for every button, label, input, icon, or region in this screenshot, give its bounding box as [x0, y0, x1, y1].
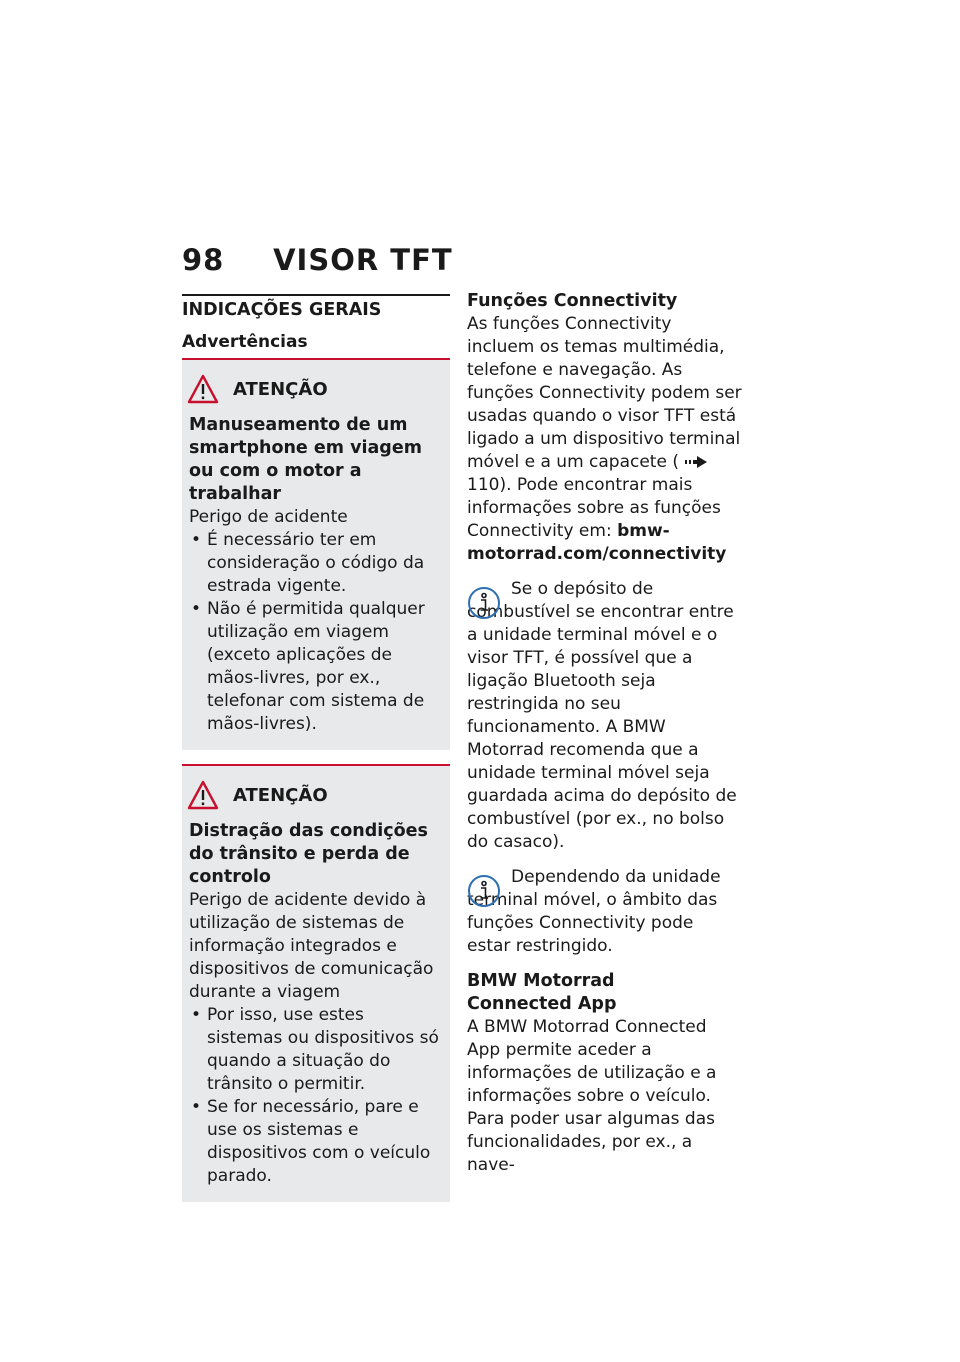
warning-bullets: [189, 529, 444, 736]
bullet-item: • Não é permitida qualquer utilização em viagem (exceto aplicações de mãos-livres, por ex., telefonar com sistema de mãos-livres).: [189, 598, 444, 736]
warning-lead: Perigo de acidente: [189, 507, 348, 527]
connectivity-text: [467, 313, 742, 566]
right-column: [467, 290, 742, 1177]
left-column: [182, 294, 450, 1202]
info-icon: [467, 874, 501, 908]
subsection-title: Advertências: [182, 332, 450, 360]
app-heading-line2: Connected App: [467, 994, 617, 1014]
connectivity-more: Pode encontrar mais informações sobre as funções Connectivity em:: [467, 475, 721, 541]
warning-label: ATENÇÃO: [233, 784, 328, 806]
info-note-1: [467, 578, 742, 854]
app-heading: [467, 970, 742, 1016]
warning-triangle-icon: [187, 780, 219, 810]
info-text: Se o depósito de combustível se encontrar entre a unidade terminal móvel e o visor TFT, é possível que a ligação Bluetooth seja restringida no seu funcionamento. A BMW Motorrad recomenda que a unidade terminal móvel seja guardada acima do depósito de combustível (por ex., no bolso do casaco).: [467, 579, 737, 852]
reference-page: 110).: [467, 475, 512, 495]
connectivity-heading: Funções Connectivity: [467, 291, 678, 311]
warning-lead: Perigo de acidente devido à utilização de sistemas de informação integrados e dispositivos de comunicação durante a viagem: [189, 890, 434, 1002]
section-title: INDICAÇÕES GERAIS: [182, 294, 450, 320]
bullet-item: • Se for necessário, pare e use os sistemas e dispositivos com o veículo parado.: [189, 1096, 444, 1188]
warning-header: [187, 780, 444, 810]
warning-label: ATENÇÃO: [233, 378, 328, 400]
info-note-2: [467, 866, 742, 958]
page-reference[interactable]: (110).: [467, 452, 710, 495]
info-text: Dependendo da unidade terminal móvel, o âmbito das funções Connectivity pode estar restringido.: [467, 867, 721, 956]
page-title: VISOR TFT: [273, 243, 453, 277]
connectivity-link[interactable]: bmw-motorrad.com/connectivity: [467, 521, 727, 564]
warning-heading: Manuseamento de um smartphone em viagem ou com o motor a trabalhar: [189, 415, 422, 504]
warning-header: [187, 374, 444, 404]
warning-box-2: [182, 764, 450, 1202]
warning-bullets: [189, 1004, 444, 1188]
connectivity-intro: As funções Connectivity incluem os temas multimédia, telefone e navegação. As funções Connectivity podem ser usadas quando o visor TFT está ligado a um dispositivo terminal móvel e a um capacete: [467, 314, 742, 472]
page-header: [182, 243, 453, 277]
bullet-item: • Por isso, use estes sistemas ou dispositivos só quando a situação do trânsito o permitir.: [189, 1004, 444, 1096]
bullet-item: • É necessário ter em consideração o código da estrada vigente.: [189, 529, 444, 598]
warning-heading: Distração das condições do trânsito e perda de controlo: [189, 821, 428, 887]
app-heading-line1: BMW Motorrad: [467, 971, 615, 991]
warning-triangle-icon: [187, 374, 219, 404]
warning-box-1: [182, 360, 450, 750]
arrow-reference-icon: [685, 456, 707, 468]
app-text: A BMW Motorrad Connected App permite aceder a informações de utilização e a informações sobre o veículo. Para poder usar algumas das funcionalidades, por ex., a nave-: [467, 1017, 717, 1175]
page-number: 98: [182, 243, 225, 277]
info-icon: [467, 586, 501, 620]
